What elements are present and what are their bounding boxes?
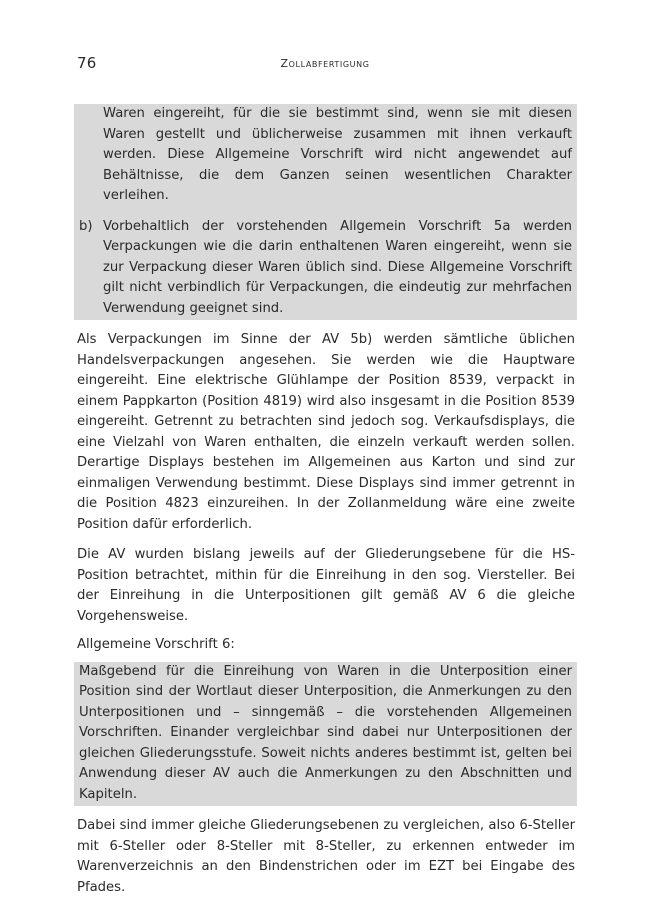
- rule-box-av5: [74, 104, 577, 320]
- rule-continuation: Waren eingereiht, für die sie bestimmt sind, wenn sie mit diesen Waren gestellt und üblicherweise zusammen mit ihnen verkauft werden. Diese Allgemeine Vorschrift wird nicht angewendet auf Behältnisse, die dem Ganzen seinen wesentlichen Charakter verleihen.: [103, 106, 572, 203]
- rule-item-b: [79, 217, 572, 320]
- page-content: [77, 104, 575, 898]
- paragraph-packaging: Als Verpackungen im Sinne der AV 5b) werden sämtliche üblichen Handelsverpackungen angesehen. Sie werden wie die Hauptware eingereiht. Eine elektrische Glühlampe der Position 8539, verpackt in einem Pappkarton (Position 4819) wird also insgesamt in die Position 8539 eingereiht. Getrennt zu betrachten sind jedoch sog. Verkaufsdisplays, die eine Vielzahl von Waren enthalten, die einzeln verkauft werden sollen. Derartige Displays bestehen im Allgemeinen aus Karton und sind zur einmaligen Verwendung bestimmt. Diese Displays sind immer getrennt in die Position 4823 einzureihen. In der Zollanmeldung wäre eine zweite Position dafür erforderlich.: [77, 332, 575, 532]
- rule-heading-av6: Allgemeine Vorschrift 6:: [77, 637, 235, 652]
- item-text: Vorbehaltlich der vorstehenden Allgemein Vorschrift 5a werden Verpackungen wie die darin enthaltenen Waren eingereiht, wenn sie zur Verpackung dieser Waren üblich sind. Diese Allgemeine Vorschrift gilt nicht verbindlich für Verpackungen, die eindeutig zur mehrfachen Verwendung geeignet sind.: [103, 218, 572, 316]
- page-number: 76: [77, 54, 97, 72]
- paragraph-comparison: Dabei sind immer gleiche Gliederungsebenen zu vergleichen, also 6-Steller mit 6-Steller oder 8-Steller mit 8-Steller, zu erkennen entweder im Warenverzeichnis an den Bindenstrichen oder im EZT bei Eingabe des Pfades.: [77, 818, 575, 895]
- item-label: b): [79, 218, 93, 234]
- running-head: Zollabfertigung: [280, 57, 370, 70]
- paragraph-subpositions: Die AV wurden bislang jeweils auf der Gliederungsebene für die HS-Position betrachtet, mithin für die Einreihung in den sog. Viersteller. Bei der Einreihung in die Unterpositionen gilt gemäß AV 6 die gleiche Vorgehensweise.: [77, 547, 575, 624]
- rule-box-av6: Maßgebend für die Einreihung von Waren in die Unterposition einer Position sind der Wortlaut dieser Unterposition, die Anmerkungen zu den Unterpositionen und – sinngemäß – die vorstehenden Allgemeinen Vorschriften. Einander vergleichbar sind dabei nur Unterpositionen der gleichen Gliederungsstufe. Soweit nichts anderes bestimmt ist, gelten bei Anwendung dieser AV auch die Anmerkungen zu den Abschnitten und Kapiteln.: [74, 662, 577, 807]
